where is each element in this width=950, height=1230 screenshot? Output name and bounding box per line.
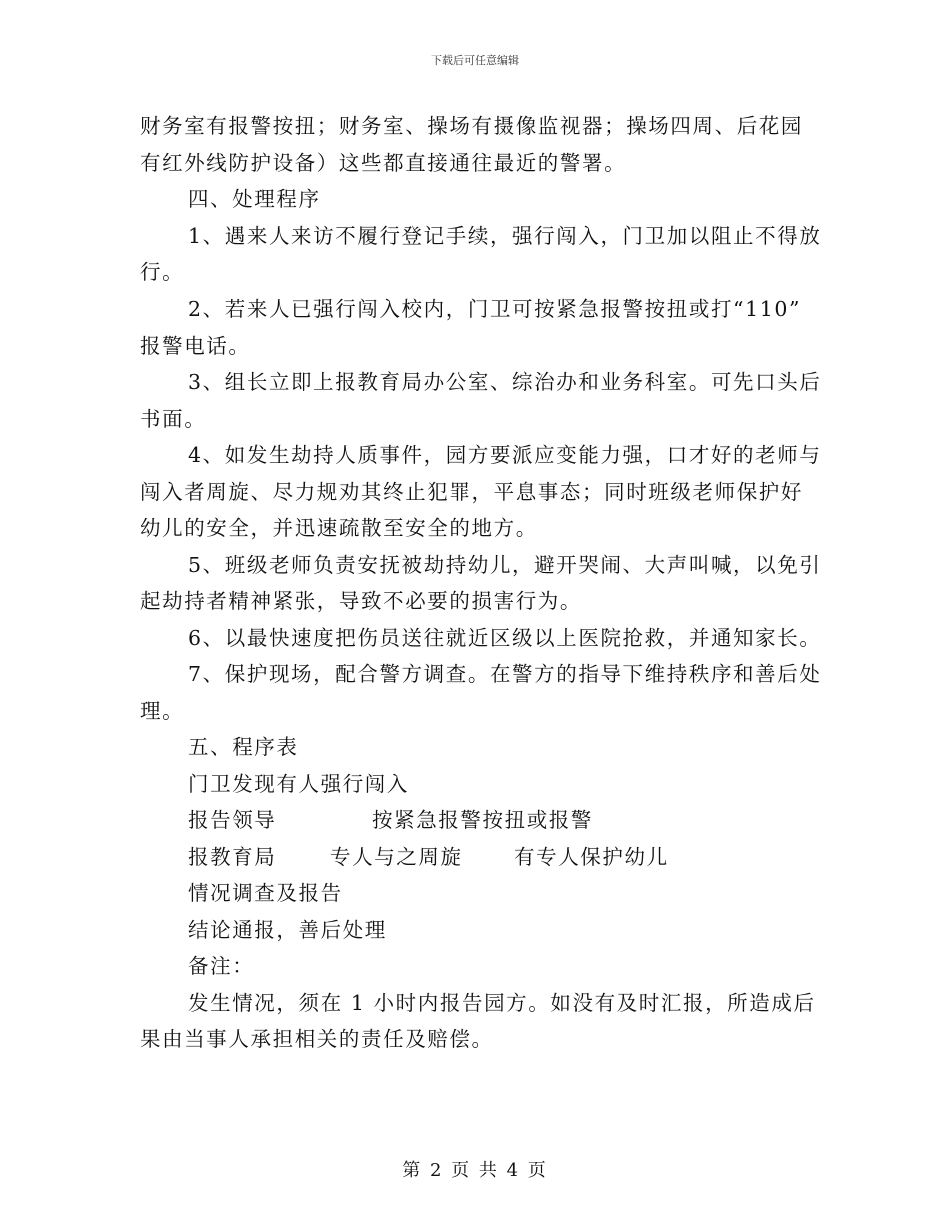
page-header: 下载后可任意编辑 — [431, 54, 519, 67]
page-footer: 第 2 页 共 4 页 — [402, 1160, 548, 1181]
paragraph-line: 行。 — [140, 260, 185, 284]
flow-step: 有专人保护幼儿 — [514, 845, 669, 869]
note-text: 发生情况，须在 1 小时内报告园方。如没有及时汇报，所造成后 — [188, 991, 816, 1015]
paragraph-line: 5、班级老师负责安抚被劫持幼儿，避开哭闹、大声叫喊，以免引 — [188, 553, 822, 577]
section-heading: 五、程序表 — [188, 735, 299, 759]
flow-step: 按紧急报警按扭或报警 — [372, 808, 593, 832]
flow-step: 报告领导 — [188, 808, 277, 832]
paragraph-line: 起劫持者精神紧张，导致不必要的损害行为。 — [140, 589, 582, 613]
flow-step: 情况调查及报告 — [188, 881, 343, 905]
paragraph-line: 报警电话。 — [140, 334, 251, 358]
paragraph-line: 2、若来人已强行闯入校内，门卫可按紧急报警按扭或打“110” — [188, 297, 802, 321]
note-text: 果由当事人承担相关的责任及赔偿。 — [140, 1027, 494, 1051]
paragraph-line: 7、保护现场，配合警方调查。在警方的指导下维持秩序和善后处 — [188, 662, 822, 686]
paragraph-line: 3、组长立即上报教育局办公室、综治办和业务科室。可先口头后 — [188, 370, 822, 394]
paragraph-line: 闯入者周旋、尽力规劝其终止犯罪，平息事态；同时班级老师保护好 — [140, 480, 803, 504]
flow-step: 门卫发现有人强行闯入 — [188, 772, 409, 796]
paragraph-line: 1、遇来人来访不履行登记手续，强行闯入，门卫加以阻止不得放 — [188, 224, 822, 248]
paragraph-line: 幼儿的安全，并迅速疏散至安全的地方。 — [140, 516, 538, 540]
flow-step: 报教育局 — [188, 845, 277, 869]
paragraph-line: 6、以最快速度把伤员送往就近区级以上医院抢救，并通知家长。 — [188, 626, 822, 650]
section-heading: 四、处理程序 — [188, 187, 321, 211]
paragraph-line: 财务室有报警按扭；财务室、操场有摄像监视器；操场四周、后花园 — [140, 114, 803, 138]
paragraph-line: 有红外线防护设备）这些都直接通往最近的警署。 — [140, 151, 627, 175]
flow-step: 结论通报，善后处理 — [188, 918, 387, 942]
note-label: 备注： — [188, 954, 255, 978]
paragraph-line: 4、如发生劫持人质事件，园方要派应变能力强，口才好的老师与 — [188, 443, 822, 467]
flow-step: 专人与之周旋 — [330, 845, 463, 869]
paragraph-line: 理。 — [140, 699, 185, 723]
paragraph-line: 书面。 — [140, 407, 207, 431]
